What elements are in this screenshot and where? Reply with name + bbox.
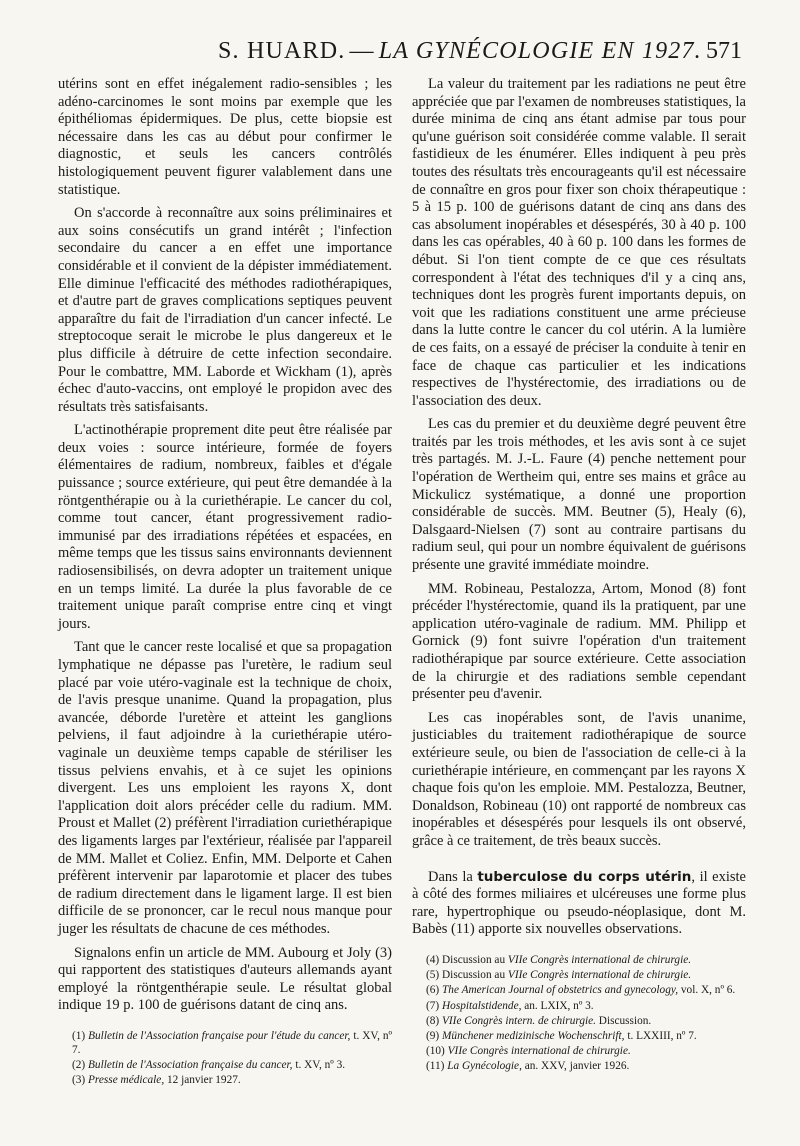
paragraph: On s'accorde à reconnaître aux soins préliminaires et aux soins consécutifs un grand intérêt ; l'infection secondaire du cancer a en effet une importance considérable et il convient de la dépister immédiatement. Elle diminue l'efficacité des méthodes radiothérapiques, et d'autre part de graves complications septiques peuvent apparaître du fait de l'irradiation d'un cancer infecté. Le streptocoque serait le microbe le plus dangereux et le plus difficile à détruire de cette infection secondaire. Pour le combattre, MM. Laborde et Wickham (1), après échec d'auto-vaccins, ont employé le propidon avec des résultats très satisfaisants. bbox=[58, 205, 392, 415]
article-subject: LA GYNÉCOLOGIE EN 1927. bbox=[378, 38, 702, 64]
footnotes-right bbox=[412, 953, 746, 1074]
footnote-source: Bulletin de l'Association française du cancer, bbox=[88, 1059, 293, 1072]
footnote-prefix: Discussion au bbox=[442, 969, 508, 982]
paragraph: MM. Robineau, Pestalozza, Artom, Monod (8) font précéder l'hystérectomie, quand ils la pratiquent, par une application utéro-vaginale de radium. MM. Philipp et Gornick (9) font suivre l'opération d'un traitement radiothérapique par source extérieure. Cette association de la chirurgie et des radiations semble cependant présenter peu d'avenir. bbox=[412, 580, 746, 703]
paragraph-tuberculose bbox=[412, 869, 746, 939]
footnote-detail: t. XV, nº 3. bbox=[292, 1059, 346, 1072]
footnote bbox=[412, 968, 746, 982]
footnote-number: (8) bbox=[426, 1014, 440, 1027]
paragraph: Tant que le cancer reste localisé et que sa propagation lymphatique ne dépasse pas l'uretère, le radium seul placé par voie utéro-vaginale est la technique de choix, de l'avis presque unanime. Quand la propagation, plus avancée, déborde l'uretère et atteint les ganglions pelviens, il faut adjoindre à la curiethérapie utéro-vaginale un deuxième temps capable de stériliser les tissus pelviens envahis, et à ce sujet les opinions divergent. Les uns emploient les rayons X, dont l'application doit alors précéder celle du radium. MM. Proust et Mallet (2) préfèrent l'irradiation curiethérapique des ligaments larges par l'extérieur, réalisée par l'appareil de MM. Mallet et Coliez. Enfin, MM. Delporte et Cahen préfèrent intervenir par laparotomie et placer des tubes de radium directement dans le ligament large. Il est bien difficile de se prononcer, car le recul nous manque pour juger les résultats de chacune de ces méthodes. bbox=[58, 639, 392, 937]
running-title bbox=[218, 38, 702, 65]
section-gap bbox=[412, 857, 746, 869]
footnote bbox=[412, 983, 746, 997]
footnote-number: (5) bbox=[426, 969, 440, 982]
footnote bbox=[58, 1073, 392, 1087]
footnote-detail: Discussion. bbox=[595, 1014, 652, 1027]
footnote-source: Bulletin de l'Association française pour l'étude du cancer, bbox=[88, 1029, 351, 1042]
right-column bbox=[412, 76, 746, 1075]
footnote-source: The American Journal of obstetrics and gynecology, bbox=[442, 984, 679, 997]
footnote-number: (3) bbox=[72, 1074, 86, 1087]
footnote-number: (7) bbox=[426, 999, 440, 1012]
title-separator: — bbox=[349, 38, 375, 64]
footnotes-left bbox=[58, 1029, 392, 1088]
footnote-number: (2) bbox=[72, 1059, 86, 1072]
section-keyword: tuberculose du corps utérin bbox=[477, 868, 692, 885]
footnote-number: (6) bbox=[426, 984, 440, 997]
paragraph: La valeur du traitement par les radiations ne peut être appréciée que par l'examen de nombreuses statistiques, la durée minima de cinq ans étant admise par tous pour qu'une guérison soit considérée comme valable. Il serait fastidieux de les énumérer. Elles indiquent à peu près toutes des résultats très encourageants qu'il est nécessaire de connaître en gros pour fixer son choix thérapeutique : 5 à 15 p. 100 de guérisons datant de cinq ans dans des cas absolument inopérables et désespérés, 30 à 40 p. 100 dans les cas opérables, 40 à 60 p. 100 dans les formes de début. Si l'on tient compte de ce que ces résultats correspondent à l'état des techniques d'il y a cinq ans, techniques dont les progrès furent importants depuis, on voit que les radiations constituent une arme précieuse dans la lutte contre le cancer du col utérin. A la lumière de ces faits, on a essayé de préciser la conduite à tenir en face de chaque cas particulier et les indications respectives de l'hystérectomie, des irradiations ou de l'association des deux. bbox=[412, 76, 746, 409]
footnote-detail: vol. X, nº 6. bbox=[678, 984, 736, 997]
footnote-number: (4) bbox=[426, 953, 440, 966]
author-name: S. HUARD. bbox=[218, 38, 346, 64]
footnote-number: (11) bbox=[426, 1060, 445, 1073]
footnote-source: Münchener medizinische Wochenschrift, bbox=[442, 1029, 625, 1042]
paragraph: Les cas du premier et du deuxième degré peuvent être traités par les trois méthodes, et les avis sont à ce sujet très partagés. M. J.-L. Faure (4) penche nettement pour l'opération de Wertheim qui, entre ses mains et grâce au Mickulicz systématique, a donné une proportion considérable de succès. MM. Beutner (5), Healy (6), Dalsgaard-Nielsen (7) sont au contraire partisans du radium seul, qui pour un nombre équivalent de guérisons présente une gravité immédiate moindre. bbox=[412, 416, 746, 574]
footnote-number: (9) bbox=[426, 1029, 440, 1042]
paragraph: Signalons enfin un article de MM. Aubourg et Joly (3) qui rapportent des statistiques d'auteurs allemands ayant employé la röntgenthérapie seule. Le résultat global indique 19 p. 100 de guérisons datant de cinq ans. bbox=[58, 944, 392, 1014]
footnote bbox=[412, 999, 746, 1013]
footnote-source: VIIe Congrès international de chirurgie. bbox=[507, 953, 692, 966]
paragraph-rest: , il existe à côté des formes miliaires et ulcéreuses une forme plus rare, hypertrophique ou pseudo-néoplasique, dont M. Babès (11) apporte six nouvelles observations. bbox=[412, 868, 746, 938]
footnote-source: Presse médicale, bbox=[88, 1074, 165, 1087]
footnote-detail: an. LXIX, nº 3. bbox=[521, 999, 594, 1012]
left-column bbox=[58, 76, 392, 1089]
running-header bbox=[0, 32, 800, 66]
footnote bbox=[58, 1029, 392, 1057]
footnote-source: Hospitalstidende, bbox=[442, 999, 522, 1012]
footnote-source: VIIe Congrès intern. de chirurgie. bbox=[442, 1014, 596, 1027]
footnote bbox=[412, 1044, 746, 1058]
footnote bbox=[412, 1029, 746, 1043]
footnote bbox=[412, 1059, 746, 1073]
footnote-prefix: Discussion au bbox=[442, 953, 508, 966]
paragraph: L'actinothérapie proprement dite peut être réalisée par deux voies : source intérieure, formée de foyers élémentaires de radium, nombreux, faibles et d'égale puissance ; source extérieure, qui peut être demandée à la röntgenthérapie ou à la curiethérapie. Le cancer du col, comme tout cancer, étant progressivement radio-immunisé par des irradiations répétées et espacées, en même temps que les tissus sains environnants deviennent radiosensibilisés, on devra adopter un traitement unique en un temps limité. La durée la plus favorable de ce traitement unique paraît comprise entre cinq et vingt jours. bbox=[58, 422, 392, 632]
footnote-detail: t. XV, nº 7. bbox=[72, 1029, 392, 1057]
footnote bbox=[412, 953, 746, 967]
footnote bbox=[58, 1058, 392, 1072]
paragraph: utérins sont en effet inégalement radio-sensibles ; les adéno-carcinomes le sont moins par exemple que les épithéliomas épidermiques. De plus, cette biopsie est nécessaire dans les cas au début pour confirmer le diagnostic, et seuls les cancers contrôlés histologiquement peuvent figurer valablement dans une statistique. bbox=[58, 76, 392, 198]
page-number: 571 bbox=[706, 38, 742, 64]
paragraph-lead: Dans la bbox=[428, 868, 478, 885]
footnote bbox=[412, 1014, 746, 1028]
footnote-detail: t. LXXIII, nº 7. bbox=[624, 1029, 697, 1042]
paragraph: Les cas inopérables sont, de l'avis unanime, justiciables du traitement radiothérapique de source extérieure seule, ou bien de l'association de celle-ci à la curiethérapie intérieure, en commençant par les rayons X chaque fois qu'on les emploie. MM. Pestalozza, Beutner, Donaldson, Robineau (10) ont rapporté de nombreux cas inopérables et désespérés pour lesquels ils ont observé, grâce à ce traitement, de très beaux succès. bbox=[412, 709, 746, 849]
footnote-number: (1) bbox=[72, 1029, 86, 1042]
footnote-source: VIIe Congrès international de chirurgie. bbox=[507, 969, 692, 982]
footnote-detail: an. XXV, janvier 1926. bbox=[521, 1060, 630, 1073]
footnote-number: (10) bbox=[426, 1045, 445, 1058]
footnote-source: La Gynécologie, bbox=[447, 1060, 522, 1073]
footnote-source: VIIe Congrès international de chirurgie. bbox=[447, 1045, 631, 1058]
footnote-detail: 12 janvier 1927. bbox=[164, 1074, 241, 1087]
